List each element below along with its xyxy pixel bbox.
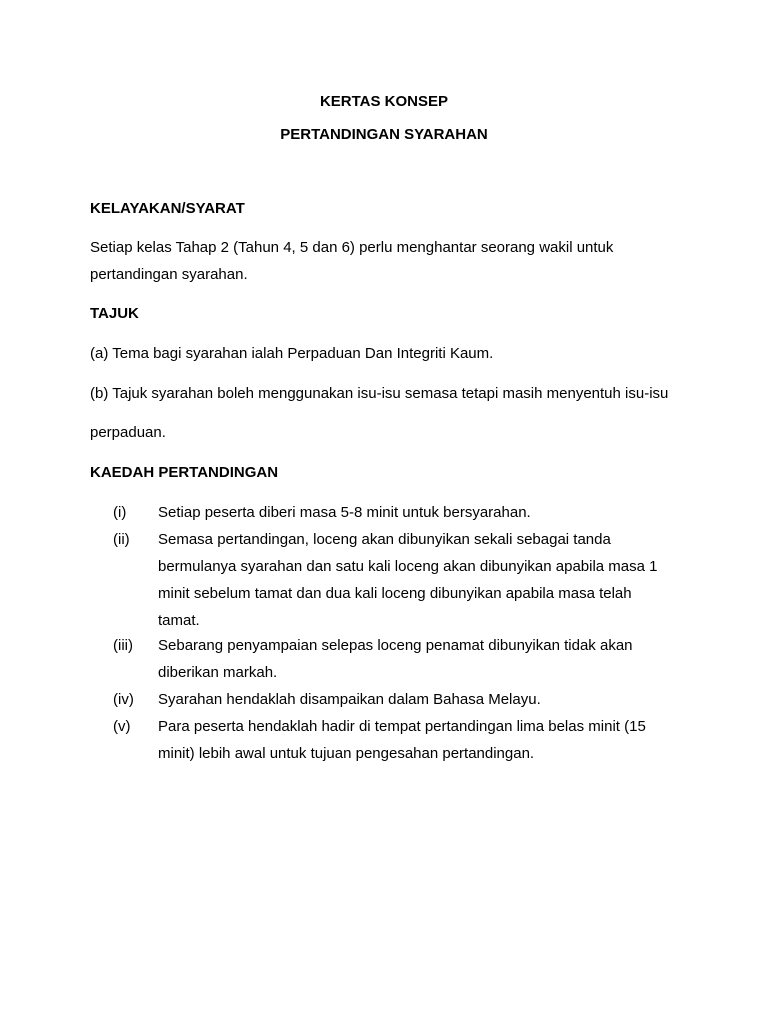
kelayakan-line-1: Setiap kelas Tahap 2 (Tahun 4, 5 dan 6) perlu menghantar seorang wakil untuk: [90, 239, 614, 256]
list-item-line: Syarahan hendaklah disampaikan dalam Bahasa Melayu.: [158, 691, 541, 708]
list-item-number: (ii): [113, 531, 130, 548]
section-heading-kaedah: KAEDAH PERTANDINGAN: [90, 464, 279, 481]
tajuk-point-b-line-1: (b) Tajuk syarahan boleh menggunakan isu-isu semasa tetapi masih menyentuh isu-isu: [90, 385, 669, 402]
list-item-number: (iii): [113, 637, 133, 654]
list-item-line: Setiap peserta diberi masa 5-8 minit untuk bersyarahan.: [158, 504, 531, 521]
list-item-line: bermulanya syarahan dan satu kali loceng akan dibunyikan apabila masa 1: [158, 558, 658, 575]
list-item-number: (v): [113, 718, 131, 735]
section-heading-kelayakan: KELAYAKAN/SYARAT: [90, 200, 245, 217]
list-item-line: Sebarang penyampaian selepas loceng penamat dibunyikan tidak akan: [158, 637, 633, 654]
list-item-line: Semasa pertandingan, loceng akan dibunyikan sekali sebagai tanda: [158, 531, 611, 548]
tajuk-point-a: (a) Tema bagi syarahan ialah Perpaduan Dan Integriti Kaum.: [90, 345, 494, 362]
kelayakan-line-2: pertandingan syarahan.: [90, 266, 248, 283]
tajuk-point-b-line-2: perpaduan.: [90, 424, 166, 441]
list-item-line: minit) lebih awal untuk tujuan pengesahan pertandingan.: [158, 745, 535, 762]
list-item-line: tamat.: [158, 612, 200, 629]
document-subtitle: PERTANDINGAN SYARAHAN: [280, 126, 488, 143]
list-item-line: minit sebelum tamat dan dua kali loceng dibunyikan apabila masa telah: [158, 585, 632, 602]
section-heading-tajuk: TAJUK: [90, 305, 139, 322]
list-item-line: Para peserta hendaklah hadir di tempat pertandingan lima belas minit (15: [158, 718, 646, 735]
list-item-number: (iv): [113, 691, 134, 708]
document-title: KERTAS KONSEP: [319, 93, 449, 110]
list-item-number: (i): [113, 504, 127, 521]
list-item-line: diberikan markah.: [158, 664, 278, 681]
